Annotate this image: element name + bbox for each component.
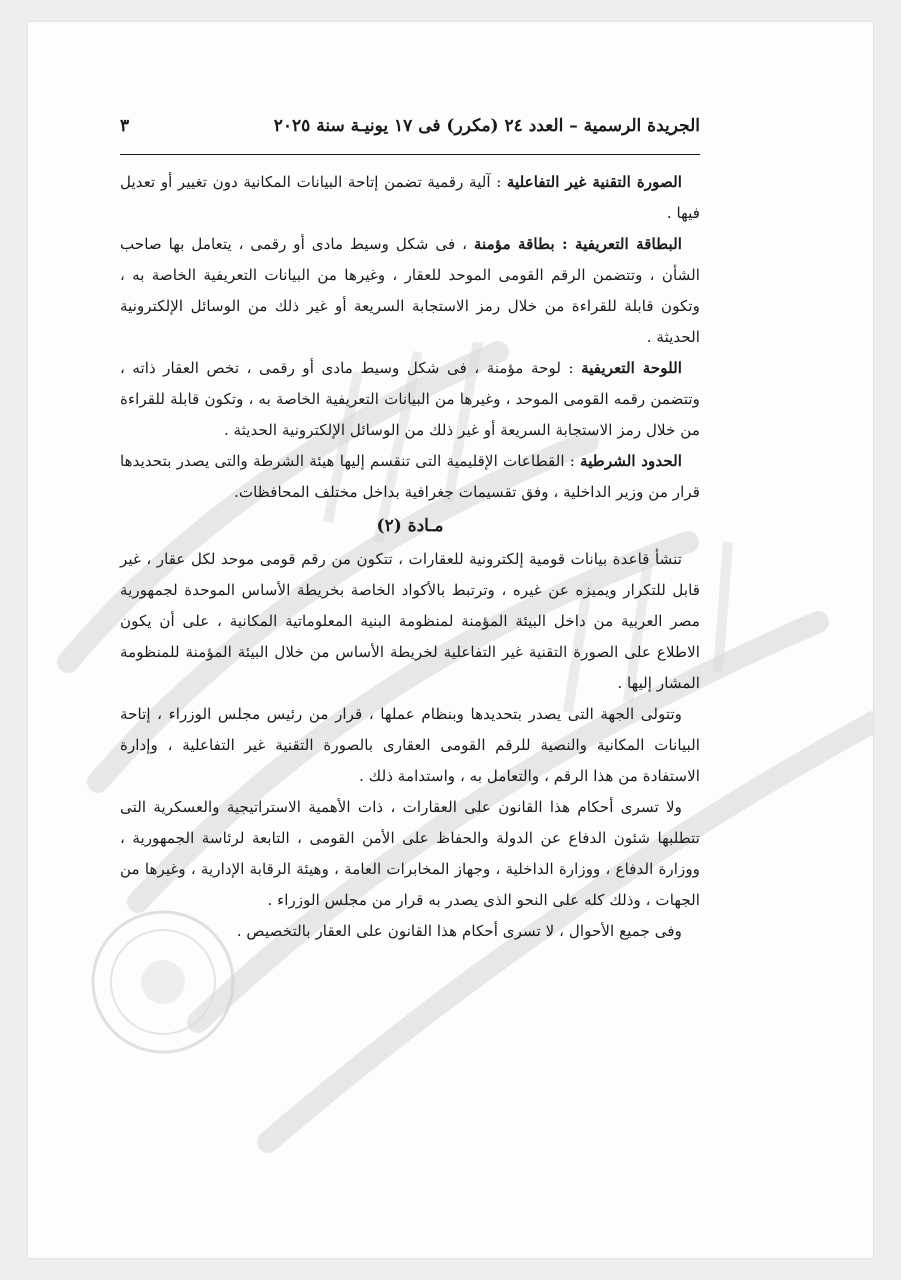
definition-text: ، فى شكل وسيط مادى أو رقمى ، يتعامل بها صاحب الشأن ، وتتضمن الرقم القومى الموحد للعقار ، وغيرها من البيانات التعريفية الخاصة به ، وتكون قابلة للقراءة من خلال رمز الاستجابة السريعة أو غير ذلك من الوسائل الإلكترونية الحديثة . bbox=[120, 235, 700, 346]
definition-text: : آلية رقمية تضمن إتاحة البيانات المكانية دون تغيير أو تعديل فيها . bbox=[120, 173, 700, 222]
page-body bbox=[120, 167, 700, 947]
definition-paragraph bbox=[120, 167, 700, 229]
page-header bbox=[120, 106, 700, 146]
page-number: ٣ bbox=[120, 116, 130, 136]
definition-text: : القطاعات الإقليمية التى تنقسم إليها هيئة الشرطة والتى يصدر بتحديدها قرار من وزير الداخلية ، وفق تقسيمات جغرافية بداخل مختلف المحافظات. bbox=[120, 452, 700, 501]
definition-term: الصورة التقنية غير التفاعلية bbox=[506, 173, 682, 191]
definition-text: : لوحة مؤمنة ، فى شكل وسيط مادى أو رقمى ، تخص العقار ذاته ، وتتضمن رقمه القومى الموحد ، وغيرها من البيانات التعريفية الخاصة به ، وتكون قابلة للقراءة من خلال رمز الاستجابة السريعة أو غير ذلك من الوسائل الإلكترونية الحديثة . bbox=[120, 359, 700, 439]
definition-paragraph bbox=[120, 446, 700, 508]
definition-paragraph bbox=[120, 229, 700, 353]
definition-term: اللوحة التعريفية bbox=[581, 359, 683, 377]
gazette-page bbox=[28, 22, 873, 1258]
article-paragraph: وفى جميع الأحوال ، لا تسرى أحكام هذا القانون على العقار بالتخصيص . bbox=[236, 922, 682, 940]
definition-term: الحدود الشرطية bbox=[580, 452, 682, 470]
header-title: الجريدة الرسمية – العدد ٢٤ (مكرر) فى ١٧ يونيـة سنة ٢٠٢٥ bbox=[273, 116, 700, 136]
definition-term: البطاقة التعريفية : بطاقة مؤمنة bbox=[473, 235, 682, 253]
article-paragraph: تنشأ قاعدة بيانات قومية إلكترونية للعقارات ، تتكون من رقم قومى موحد لكل عقار ، غير قابل للتكرار ويميزه عن غيره ، وترتبط بالأكواد الخاصة بخريطة الأساس الموحدة لجمهورية مصر العربية من داخل البيئة المؤمنة لمنظومة البنية المعلوماتية المكانية ، على أن يكون الاطلاع على الصورة التقنية غير التفاعلية لخريطة الأساس من خلال البيئة المؤمنة للمنظومة المشار إليها . bbox=[120, 550, 700, 692]
article-paragraph: وتتولى الجهة التى يصدر بتحديدها وبنظام عملها ، قرار من رئيس مجلس الوزراء ، إتاحة البيانات المكانية والنصية للرقم القومى العقارى بالصورة التقنية غير التفاعلية ، وإدارة الاستفادة من هذا الرقم ، والتعامل به ، واستدامة ذلك . bbox=[120, 705, 700, 785]
article-heading: مـادة (٢) bbox=[376, 516, 444, 536]
header-divider bbox=[120, 154, 700, 155]
article-paragraph: ولا تسرى أحكام هذا القانون على العقارات ، ذات الأهمية الاستراتيجية والعسكرية التى تتطلبها شئون الدفاع عن الدولة والحفاظ على الأمن القومى ، التابعة لرئاسة الجمهورية ، ووزارة الدفاع ، ووزارة الداخلية ، وجهاز المخابرات العامة ، وهيئة الرقابة الإدارية ، وغيرها من الجهات ، وذلك كله على النحو الذى يصدر به قرار من مجلس الوزراء . bbox=[120, 798, 700, 909]
definition-paragraph bbox=[120, 353, 700, 446]
